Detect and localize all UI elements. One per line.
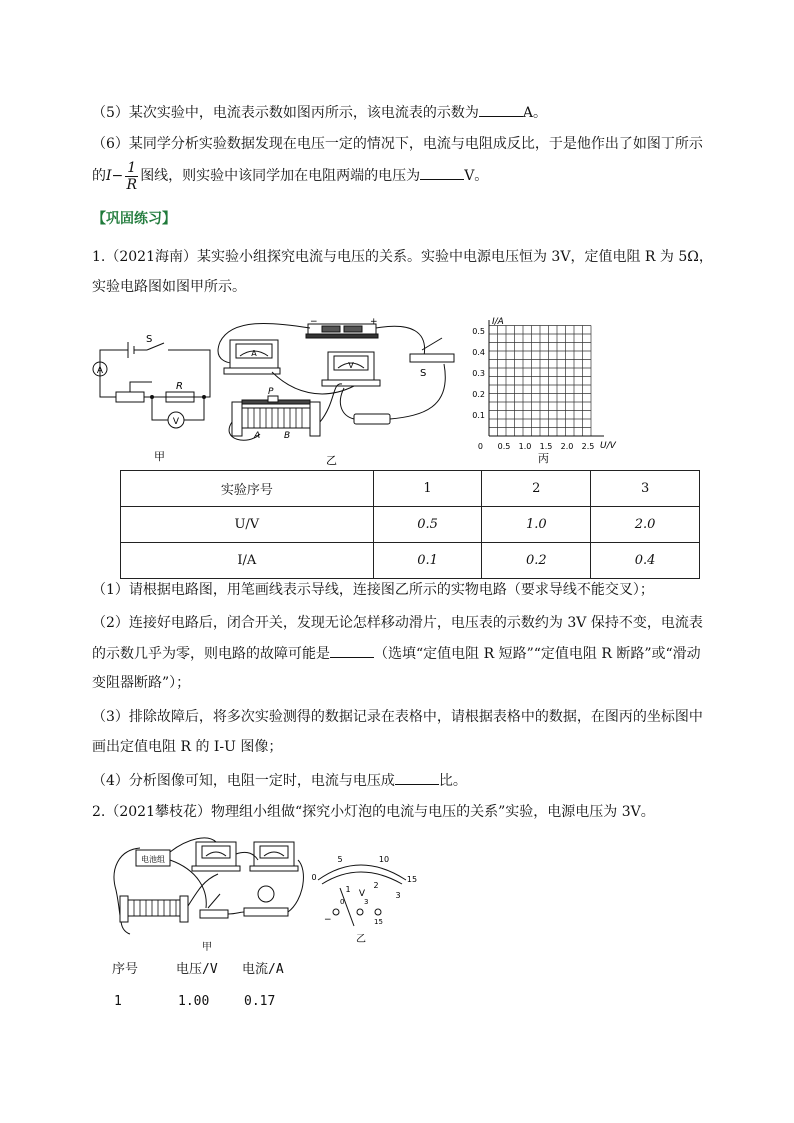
q6-fraction — [125, 160, 138, 193]
graph-ytick: 0.3 — [472, 369, 485, 378]
p1-q2-line3: 变阻器断路”）； — [92, 675, 191, 691]
p1-q4-post: 比。 — [438, 773, 467, 789]
q6-dash: − — [111, 168, 124, 184]
graph-ytick: 0.5 — [472, 327, 485, 336]
dial-tick-bottom: 2 — [373, 881, 379, 890]
p1-q4 — [92, 770, 467, 791]
graph-ytick: 0.4 — [472, 348, 485, 357]
dial-tick-bottom: 3 — [395, 891, 401, 900]
p2-physical-circuit — [114, 838, 303, 934]
section-title: 【巩固练习】 — [92, 211, 176, 227]
table-header-row — [121, 471, 700, 507]
dial-tick-top: 0 — [311, 873, 317, 882]
slider-P-label: P — [268, 387, 274, 397]
table-cell: U/V — [121, 507, 374, 543]
p1-line1: 1.（2021海南）某实验小组探究电流与电压的关系。实验中电源电压恒为 3V，定值电阻 R 为 5Ω， — [92, 249, 713, 265]
p2-table-header-1: 电压/V — [176, 962, 218, 977]
circuit-diagram-jia — [93, 342, 210, 428]
p1-data-table — [120, 470, 700, 579]
table-cell: 1.0 — [482, 507, 591, 543]
graph-xlabel: U/V — [600, 441, 616, 451]
q6-post: 图线，则实验中该同学加在电阻两端的电压为 — [140, 168, 421, 184]
battery-plus: + — [370, 317, 378, 327]
rheostat-B-label: B — [284, 431, 291, 441]
ammeter-face-label: A — [251, 349, 257, 358]
table-cell: 0.4 — [591, 543, 700, 579]
q6-I: I — [106, 168, 112, 184]
q6-unit: V。 — [464, 168, 489, 184]
battery-minus: − — [310, 317, 318, 327]
physical-circuit-yi — [218, 323, 454, 440]
table-cell: 0.1 — [373, 543, 482, 579]
rheostat-A-label: A — [254, 431, 261, 441]
q6-pre: 的 — [92, 168, 106, 184]
ammeter-label: A — [96, 366, 104, 376]
graph-xtick: 1.0 — [518, 442, 532, 451]
p1-q3-line2: 画出定值电阻 R 的 I-U 图像； — [92, 739, 283, 755]
dial-minus: − — [324, 915, 332, 925]
fig-label-yi: 乙 — [326, 454, 337, 467]
p1-q2-pre: 的示数几乎为零，则电路的故障可能是 — [92, 646, 330, 662]
p2-line1: 2.（2021攀枝花）物理组小组做“探究小灯泡的电流与电压的关系”实验，电源电压为 3V。 — [92, 804, 655, 820]
p1-q1: （1）请根据电路图，用笔画线表示导线，连接图乙所示的实物电路（要求导线不能交叉）； — [92, 582, 654, 598]
p1-q4-answer-blank[interactable] — [395, 770, 439, 785]
q5-text: （5）某次实验中，电流表示数如图丙所示，该电流表的示数为 — [92, 105, 479, 121]
p2-table-header-0: 序号 — [112, 962, 139, 977]
q6-frac-den: R — [126, 176, 137, 193]
table-row — [121, 543, 700, 579]
q6-frac-num: 1 — [127, 159, 137, 176]
table-header: 实验序号 — [121, 471, 374, 507]
q6-answer-blank[interactable] — [420, 165, 464, 180]
battery-label: 电池组 — [141, 855, 165, 864]
p2-table-cell: 0.17 — [244, 994, 276, 1009]
table-header: 1 — [373, 471, 482, 507]
p2-fig-label-yi: 乙 — [356, 934, 366, 945]
graph-ytick: 0.1 — [472, 411, 485, 420]
p1-q3-line1: （3）排除故障后，将多次实验测得的数据记录在表格中，请根据表格中的数据，在图丙的坐标图中 — [92, 709, 703, 725]
table-cell: 2.0 — [591, 507, 700, 543]
table-header: 2 — [482, 471, 591, 507]
table-cell: 0.2 — [482, 543, 591, 579]
dial-terminal-15: 15 — [374, 918, 383, 926]
graph-xtick: 0.5 — [497, 442, 511, 451]
graph-ylabel: I/A — [492, 317, 504, 327]
p1-line2: 实验电路图如图甲所示。 — [92, 279, 246, 295]
q5-answer-blank[interactable] — [479, 102, 523, 117]
p1-q2-post: （选填“定值电阻 R 短路”“定值电阻 R 断路”或“滑动 — [374, 646, 701, 662]
table-header: 3 — [591, 471, 700, 507]
voltmeter-label: V — [172, 417, 180, 427]
p2-table-header-2: 电流/A — [242, 962, 284, 977]
dial-terminal-3: 3 — [364, 898, 369, 906]
fig-label-bing: 丙 — [538, 452, 549, 465]
q6-line2 — [92, 158, 488, 194]
p2-fig-label-jia: 甲 — [202, 942, 212, 953]
dial-tick-top: 15 — [406, 875, 418, 884]
dial-terminal-0: 0 — [340, 898, 345, 906]
voltmeter-face-label: V — [348, 361, 354, 370]
p1-q4-pre: （4）分析图像可知，电阻一定时，电流与电压成 — [92, 773, 395, 789]
fig-label-jia: 甲 — [154, 450, 165, 463]
graph-xtick: 2.5 — [581, 442, 595, 451]
switch-S-label: S — [420, 368, 427, 379]
switch-label: S — [146, 334, 153, 345]
resistor-label: R — [176, 381, 183, 392]
table-cell: I/A — [121, 543, 374, 579]
dial-tick-bottom: 1 — [345, 885, 351, 894]
p2-table-cell: 1 — [114, 994, 122, 1009]
q6-line1: （6）某同学分析实验数据发现在电压一定的情况下，电流与电阻成反比，于是他作出了如图丁所示 — [92, 136, 703, 152]
graph-xtick: 2.0 — [560, 442, 574, 451]
table-row — [121, 507, 700, 543]
q5-unit: A。 — [522, 105, 548, 121]
graph-xtick: 0 — [477, 442, 483, 451]
p2-table-cell: 1.00 — [178, 994, 210, 1009]
q5-line — [92, 102, 547, 123]
p2-figures — [108, 830, 438, 953]
dial-tick-top: 10 — [378, 855, 390, 864]
graph-xtick: 1.5 — [539, 442, 553, 451]
p1-q2-answer-blank[interactable] — [330, 643, 374, 658]
table-cell: 0.5 — [373, 507, 482, 543]
p1-q2-line2 — [92, 643, 701, 664]
p1-q2-line1: （2）连接好电路后，闭合开关，发现无论怎样移动滑片，电压表的示数约为 3V 保持不变，电流表 — [92, 615, 703, 631]
graph-bing — [489, 320, 604, 436]
dial-tick-top: 5 — [337, 855, 343, 864]
graph-ytick: 0.2 — [472, 390, 485, 399]
p1-figures — [92, 312, 632, 470]
dial-unit-V: V — [358, 889, 366, 899]
